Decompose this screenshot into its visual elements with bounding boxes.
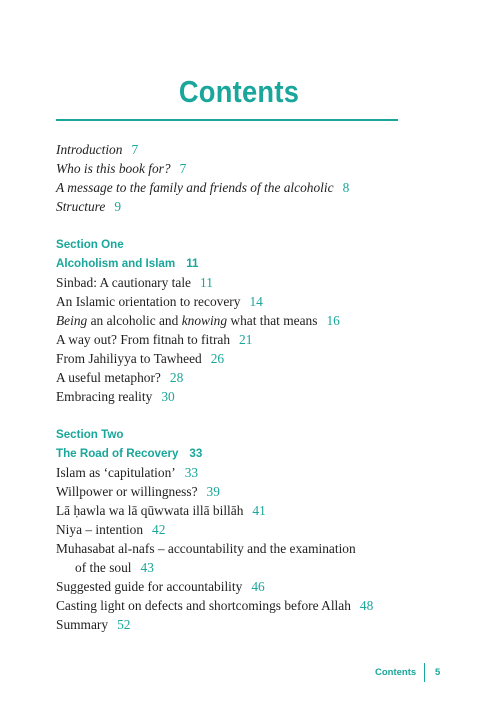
toc-entry-continuation[interactable] — [56, 558, 456, 577]
footer-divider — [424, 663, 425, 682]
toc-entry-text: an alcoholic and — [87, 313, 182, 328]
toc-entry-label: A way out? From fitnah to fitrah — [56, 332, 231, 347]
toc-entry-label: Islam as ‘capitulation’ — [56, 465, 176, 480]
toc-entry-label: Introduction — [56, 142, 123, 157]
title-rule — [56, 119, 398, 121]
toc-page-number: 21 — [239, 332, 253, 347]
toc-entry[interactable] — [56, 140, 456, 159]
toc-entry-label: From Jahiliyya to Tawheed — [56, 351, 202, 366]
toc-page-number: 41 — [252, 503, 266, 518]
toc-entry[interactable] — [56, 197, 456, 216]
toc-entry-label: Summary — [56, 617, 109, 632]
toc-page-number: 48 — [359, 598, 374, 613]
toc-page-number: 39 — [206, 484, 220, 499]
toc-page-number: 9 — [114, 199, 122, 214]
section-title-entry[interactable] — [56, 254, 456, 273]
section-title-entry[interactable] — [56, 444, 456, 463]
toc-page-number: 11 — [186, 257, 199, 270]
running-footer-title: Contents — [375, 667, 417, 678]
toc-page-number: 7 — [131, 142, 139, 157]
toc-entry[interactable] — [56, 349, 456, 368]
toc-entry[interactable] — [56, 273, 456, 292]
toc-entry[interactable] — [56, 330, 456, 349]
section-heading: Section One — [56, 238, 124, 251]
toc-entry-italic: Being — [56, 313, 88, 328]
toc-entry-label: Lā ḥawla wa lā qūwwata illā billāh — [56, 503, 244, 518]
toc-page-number: 16 — [326, 313, 340, 328]
toc-entry-label: Muhasabat al-nafs – accountability and the examination — [56, 541, 356, 556]
toc-entry-label: Suggested guide for accountability — [56, 579, 243, 594]
toc-page-number: 42 — [152, 522, 166, 537]
toc-entry[interactable] — [56, 178, 456, 197]
toc-entry[interactable] — [56, 539, 456, 558]
toc-entry[interactable] — [56, 520, 456, 539]
toc-entry-label: of the soul — [75, 560, 132, 575]
spacer — [56, 216, 456, 235]
toc-entry-label: A useful metaphor? — [56, 370, 161, 385]
section-heading: Section Two — [56, 428, 124, 441]
toc-entry[interactable] — [56, 596, 456, 615]
toc-entry[interactable] — [56, 615, 456, 634]
toc-entry-label: Niya – intention — [56, 522, 144, 537]
toc-entry-label: A message to the family and friends of the alcoholic — [56, 180, 334, 195]
toc-page-number: 33 — [189, 447, 203, 460]
toc-entry[interactable] — [56, 501, 456, 520]
toc-entry[interactable] — [56, 159, 456, 178]
toc-entry-italic: knowing — [181, 313, 228, 328]
spacer — [56, 406, 456, 425]
toc-page-number: 30 — [161, 389, 175, 404]
toc-page-number: 7 — [179, 161, 187, 176]
table-of-contents — [56, 140, 456, 634]
toc-page-number: 43 — [140, 560, 154, 575]
toc-entry-label: Embracing reality — [56, 389, 153, 404]
toc-entry-label: An Islamic orientation to recovery — [56, 294, 241, 309]
section-title: The Road of Recovery — [56, 447, 179, 460]
folio-page-number: 5 — [435, 667, 441, 678]
toc-entry[interactable] — [56, 311, 456, 330]
toc-page-number: 28 — [169, 370, 184, 385]
toc-entry-label: Willpower or willingness? — [56, 484, 198, 499]
page-title: Contents — [178, 74, 300, 109]
toc-page-number: 46 — [251, 579, 265, 594]
toc-entry-label: Sinbad: A cautionary tale — [56, 275, 191, 290]
toc-page-number: 8 — [342, 180, 350, 195]
toc-entry[interactable] — [56, 368, 456, 387]
toc-entry-label: Who is this book for? — [56, 161, 171, 176]
toc-entry[interactable] — [56, 463, 456, 482]
toc-entry-label: Structure — [56, 199, 106, 214]
toc-page-number: 33 — [184, 465, 199, 480]
toc-page-number: 14 — [249, 294, 263, 309]
section-title: Alcoholism and Islam — [56, 257, 176, 270]
toc-entry-label: Casting light on defects and shortcomings before Allah — [56, 598, 351, 613]
toc-page-number: 52 — [117, 617, 131, 632]
toc-entry[interactable] — [56, 577, 456, 596]
toc-page-number: 11 — [200, 275, 213, 290]
toc-page-number: 26 — [210, 351, 225, 366]
toc-entry[interactable] — [56, 482, 456, 501]
toc-entry[interactable] — [56, 292, 456, 311]
toc-entry[interactable] — [56, 387, 456, 406]
toc-entry-text: what that means — [227, 313, 318, 328]
